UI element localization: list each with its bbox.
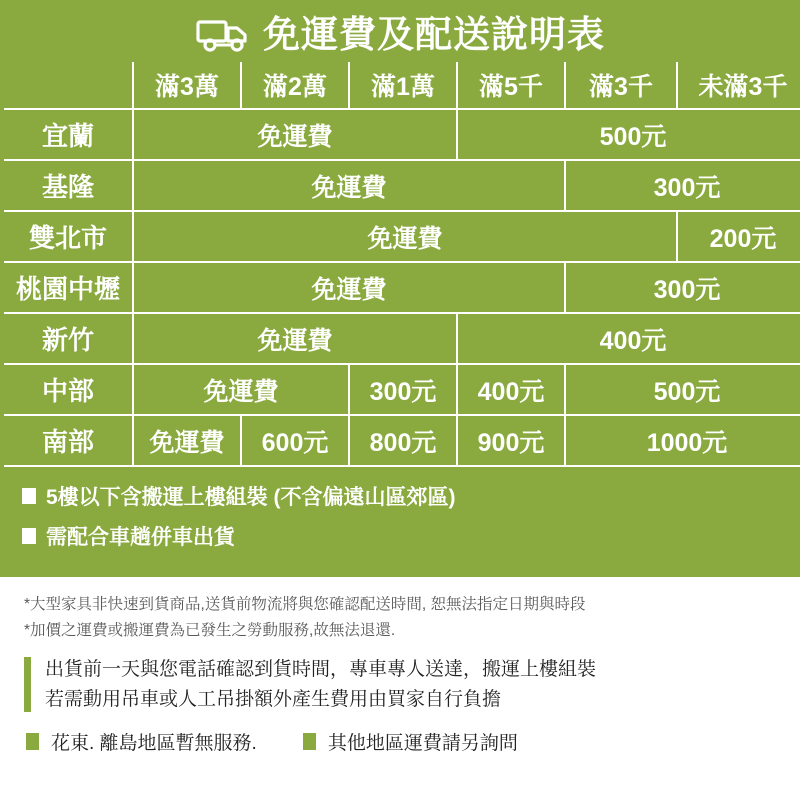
row-1-cell-1: 300元 <box>565 160 800 211</box>
row-5-cell-0: 免運費 <box>133 364 349 415</box>
row-region-4: 新竹 <box>4 313 133 364</box>
row-6-cell-0: 免運費 <box>133 415 241 466</box>
note-text-1: 需配合車趟併車出貨 <box>46 526 235 549</box>
row-5-cell-1: 300元 <box>349 364 457 415</box>
square-bullet-icon <box>22 528 36 544</box>
row-region-2: 雙北市 <box>4 211 133 262</box>
row-region-0: 宜蘭 <box>4 109 133 160</box>
quote-line-1: 若需動用吊車或人工吊掛額外產生費用由買家自行負擔 <box>45 688 502 710</box>
row-region-3: 桃園中壢 <box>4 262 133 313</box>
table-head <box>4 62 800 109</box>
row-5-cell-2: 400元 <box>457 364 565 415</box>
table-row <box>4 313 800 364</box>
disclaimer-panel <box>0 577 800 800</box>
column-header-0: 滿3萬 <box>133 62 241 109</box>
row-region-5: 中部 <box>4 364 133 415</box>
row-4-cell-0: 免運費 <box>133 313 457 364</box>
table-header-row <box>4 62 800 109</box>
square-bullet-icon <box>26 733 39 750</box>
table-row <box>4 262 800 313</box>
row-6-cell-1: 600元 <box>241 415 349 466</box>
square-bullet-icon <box>303 733 316 750</box>
table-body <box>4 109 800 466</box>
table-row <box>4 211 800 262</box>
row-6-cell-4: 1000元 <box>565 415 800 466</box>
column-header-1: 滿2萬 <box>241 62 349 109</box>
quote-line-0: 出貨前一天與您電話確認到貨時間，專車專人送達，搬運上樓組裝 <box>45 659 597 681</box>
row-2-cell-1: 200元 <box>677 211 800 262</box>
table-row <box>4 364 800 415</box>
row-region-6: 南部 <box>4 415 133 466</box>
column-header-4: 滿3千 <box>565 62 677 109</box>
truck-icon <box>195 14 253 54</box>
row-4-cell-1: 400元 <box>457 313 800 364</box>
column-header-2: 滿1萬 <box>349 62 457 109</box>
row-1-cell-0: 免運費 <box>133 160 565 211</box>
page-title-bar <box>0 0 800 62</box>
row-5-cell-3: 500元 <box>565 364 800 415</box>
table-row <box>4 160 800 211</box>
column-header-5: 未滿3千 <box>677 62 800 109</box>
row-0-cell-0: 免運費 <box>133 109 457 160</box>
note-text-0: 5樓以下含搬運上樓組裝 (不含偏遠山區郊區) <box>46 486 456 509</box>
fine-print-0: *大型家具非快速到貨商品,送貨前物流將與您確認配送時間, 恕無法指定日期與時段 <box>24 596 586 613</box>
row-2-cell-0: 免運費 <box>133 211 677 262</box>
bottom-note-0: 花東. 離島地區暫無服務. <box>51 733 257 755</box>
table-corner-cell <box>4 62 133 109</box>
row-region-1: 基隆 <box>4 160 133 211</box>
table-row <box>4 415 800 466</box>
column-header-3: 滿5千 <box>457 62 565 109</box>
delivery-quote-block <box>24 657 780 712</box>
rate-table-wrap <box>0 62 800 467</box>
bottom-notes-row <box>26 728 780 755</box>
note-item <box>22 521 800 551</box>
row-6-cell-3: 900元 <box>457 415 565 466</box>
row-0-cell-1: 500元 <box>457 109 800 160</box>
note-item <box>22 481 800 511</box>
row-3-cell-0: 免運費 <box>133 262 565 313</box>
row-6-cell-2: 800元 <box>349 415 457 466</box>
shipping-rate-table <box>4 62 800 467</box>
notes-list <box>0 481 800 551</box>
row-3-cell-1: 300元 <box>565 262 800 313</box>
square-bullet-icon <box>22 488 36 504</box>
fine-print-1: *加價之運費或搬運費為已發生之勞動服務,故無法退還. <box>24 622 396 640</box>
bottom-note-1: 其他地區運費請另詢問 <box>327 733 518 755</box>
table-row <box>4 109 800 160</box>
page-title: 免運費及配送說明表 <box>263 13 605 55</box>
